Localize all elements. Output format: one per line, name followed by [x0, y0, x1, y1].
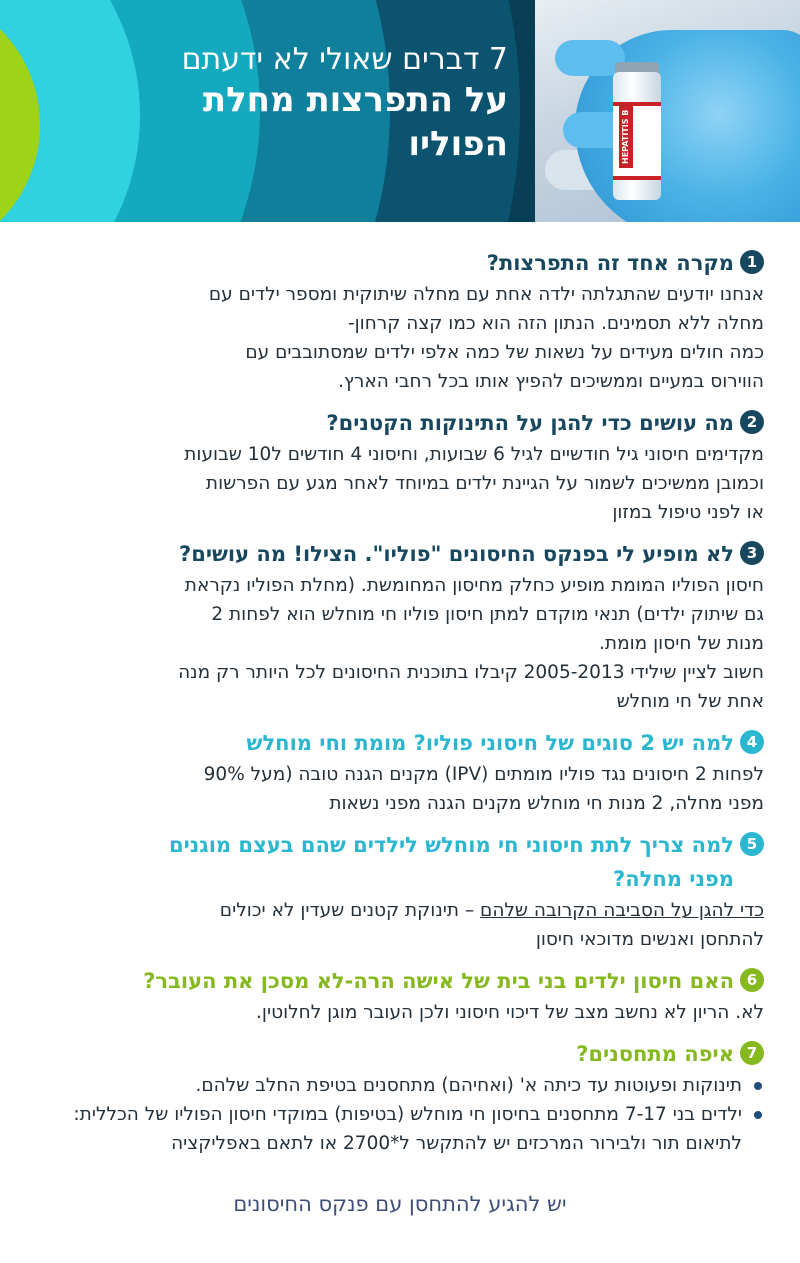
- faq-question: למה צריך לתת חיסוני חי מוחלש לילדים שהם בעצם מוגנים: [168, 833, 734, 857]
- underlined-phrase: כדי להגן על הסביבה הקרובה שלהם: [480, 900, 764, 921]
- faq-answer-line: מחלה ללא תסמינים. הנתון הזה הוא כמו קצה קרחון-: [347, 313, 764, 334]
- title-line-1: 7 דברים שאולי לא ידעתם: [181, 42, 508, 77]
- faq-answer-line: הווירוס במעיים וממשיכים להפיץ אותו בכל רחבי הארץ.: [338, 371, 764, 392]
- faq-item-4: [40, 726, 764, 818]
- faq-question: מקרה אחד זה התפרצות?: [486, 251, 734, 275]
- faq-answer-line: אחת של חי מוחלש: [616, 691, 764, 712]
- answer-rest: – תינוקת קטנים שעדין לא יכולים: [219, 900, 481, 921]
- faq-question: האם חיסון ילדים בני בית של אישה הרה-לא מסכן את העובר?: [143, 969, 734, 993]
- faq-answer-line: להתחסן ואנשים מדוכאי חיסון: [535, 929, 764, 950]
- faq-answer-line: לא. הריון לא נחשב מצב של דיכוי חיסוני ולכן העובר מוגן לחלוטין.: [256, 1002, 764, 1023]
- number-badge: 7: [740, 1041, 764, 1065]
- faq-answer-line: כמה חולים מעידים על נשאות של כמה אלפי ילדים שמסתובבים עם: [245, 342, 764, 363]
- list-item: ילדים בני 7-17 מתחסנים בחיסון חי מוחלש (בטיפות) במוקדי חיסון הפוליו של הכללית: לתיאום תור ולבירור המרכזים יש להתקשר ל*2700 או לתאם באפליקציה: [40, 1100, 742, 1158]
- faq-question: מה עושים כדי להגן על התינוקות הקטנים?: [326, 411, 734, 435]
- faq-answer-line: מקדימים חיסוני גיל חודשיים לגיל 6 שבועות, וחיסוני 4 חודשים ל10 שבועות: [184, 444, 764, 465]
- title-line-3: הפוליו: [408, 124, 508, 164]
- vial-label: HEPATITIS B: [619, 106, 633, 168]
- number-badge: 1: [740, 250, 764, 274]
- faq-question: למה יש 2 סוגים של חיסוני פוליו? מומת וחי מוחלש: [246, 731, 734, 755]
- list-item: תינוקות ופעוטות עד כיתה א' (ואחיהם) מתחסנים בטיפת החלב שלהם.: [40, 1071, 742, 1100]
- number-badge: 6: [740, 968, 764, 992]
- faq-question: איפה מתחסנים?: [576, 1042, 734, 1066]
- faq-item-5: [40, 828, 764, 954]
- faq-answer-line: מפני מחלה, 2 מנות חי מוחלש מקנים הגנה מפני נשאות: [329, 793, 764, 814]
- number-badge: 4: [740, 730, 764, 754]
- number-badge: 3: [740, 541, 764, 565]
- faq-question: מפני מחלה?: [613, 867, 734, 891]
- faq-question: לא מופיע לי בפנקס החיסונים "פוליו". הצילו! מה עושים?: [179, 542, 734, 566]
- number-badge: 2: [740, 410, 764, 434]
- faq-answer-line: חשוב לציין שילידי 2005-2013 קיבלו בתוכנית החיסונים לכל היותר רק מנה: [178, 662, 764, 683]
- faq-answer-line: לפחות 2 חיסונים נגד פוליו מומתים (IPV) מקנים הגנה טובה (מעל 90%: [203, 764, 764, 785]
- page-title: [68, 42, 508, 166]
- footer-note: יש להגיע להתחסן עם פנקס החיסונים: [233, 1192, 567, 1216]
- bullet-list: [40, 1071, 764, 1158]
- number-badge: 5: [740, 832, 764, 856]
- faq-answer-line: [40, 896, 764, 925]
- faq-item-2: [40, 406, 764, 527]
- faq-item-1: [40, 246, 764, 396]
- faq-answer-line: גם שיתוק ילדים) תנאי מוקדם למתן חיסון פוליו חי מוחלש הוא לפחות 2: [211, 604, 764, 625]
- faq-list: [40, 246, 764, 1168]
- faq-answer-line: מנות של חיסון מומת.: [599, 633, 764, 654]
- faq-answer-line: וכמובן ממשיכים לשמור על הגיינת ילדים במיוחד לאחר מגע עם הפרשות: [205, 473, 764, 494]
- faq-item-3: [40, 537, 764, 716]
- faq-answer-line: אנחנו יודעים שהתגלתה ילדה אחת עם מחלה שיתוקית ומספר ילדים עם: [208, 284, 764, 305]
- vaccine-vial-photo: [535, 0, 800, 222]
- faq-answer-line: חיסון הפוליו המומת מופיע כחלק מחיסון המחומשת. (מחלת הפוליו נקראת: [184, 575, 764, 596]
- faq-item-6: [40, 964, 764, 1027]
- faq-item-7: [40, 1037, 764, 1158]
- faq-answer-line: או לפני טיפול במזון: [612, 502, 764, 523]
- header-banner: [0, 0, 800, 222]
- title-line-2: על התפרצות מחלת: [202, 80, 508, 120]
